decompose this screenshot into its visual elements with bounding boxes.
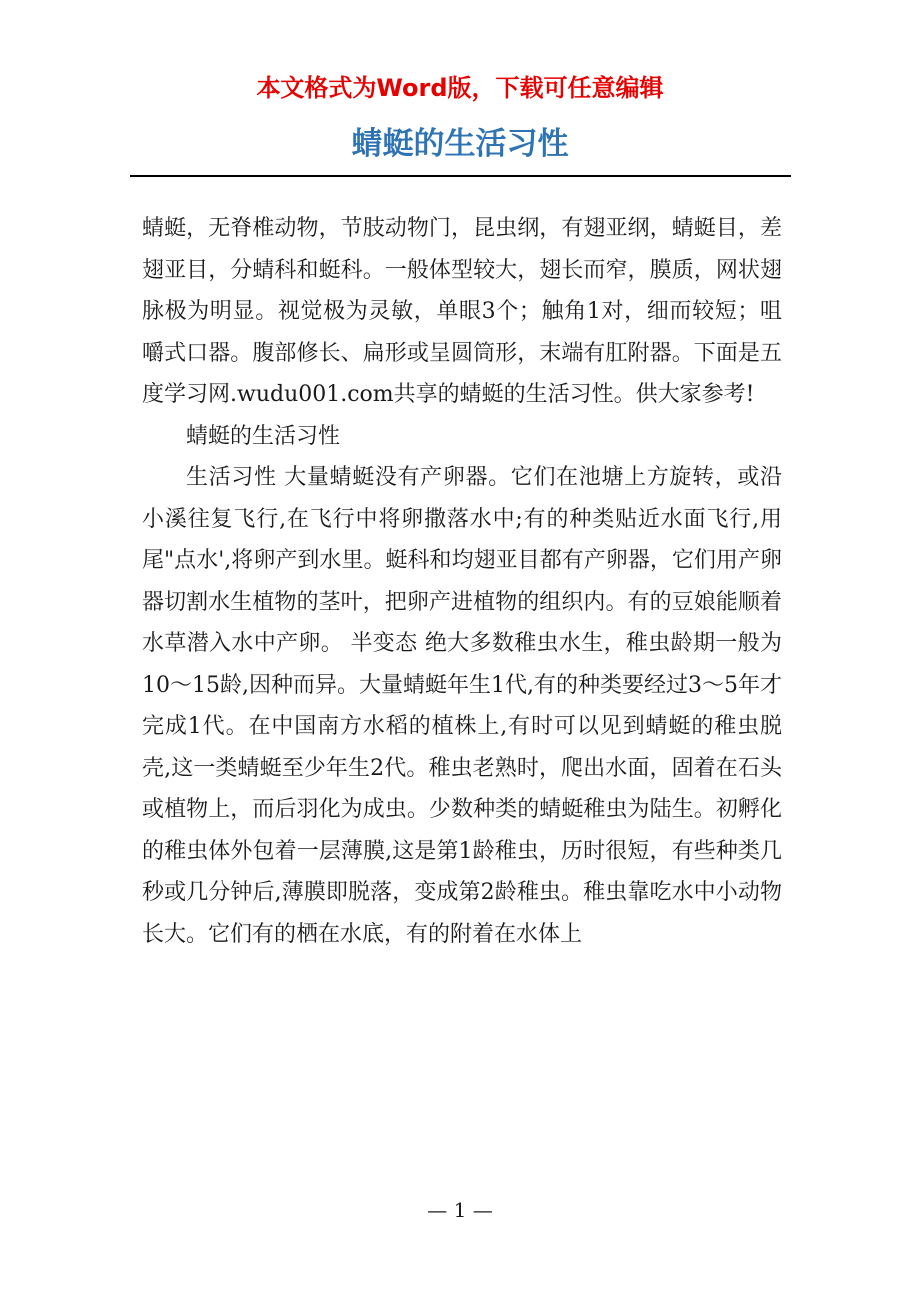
habits-paragraph: 生活习性 大量蜻蜓没有产卵器。它们在池塘上方旋转，或沿小溪往复飞行,在飞行中将卵撒落水中;有的种类贴近水面飞行,用尾"点水',将卵产到水里。蜓科和均翅亚目都有产卵器，它们用产卵器切割水生植物的茎叶，把卵产进植物的组织内。有的豆娘能顺着水草潜入水中产卵。 半变态 绝大多数稚虫水生，稚虫龄期一般为10～15龄,因种而异。大量蜻蜓年生1代,有的种类要经过3～5年才完成1代。在中国南方水稻的植株上,有时可以见到蜻蜓的稚虫脱壳,这一类蜻蜓至少年生2代。稚虫老熟时，爬出水面，固着在石头或植物上，而后羽化为成虫。少数种类的蜻蜓稚虫为陆生。初孵化的稚虫体外包着一层薄膜,这是第1龄稚虫，历时很短，有些种类几秒或几分钟后,薄膜即脱落，变成第2龄稚虫。稚虫靠吃水中小动物长大。它们有的栖在水底，有的附着在水体上 [142,465,782,947]
section-heading: 蜻蜓的生活习性 [186,423,341,449]
document-title: 蜻蜓的生活习性 [351,126,569,162]
page-number: — 1 — [427,1198,493,1222]
document-body [142,208,782,955]
format-notice: 本文格式为Word版，下载可任意编辑 [256,74,664,102]
title-divider [130,175,791,177]
intro-paragraph: 蜻蜓，无脊椎动物，节肢动物门，昆虫纲，有翅亚纲，蜻蜓目，差翅亚目，分蜻科和蜓科。一般体型较大，翅长而窄，膜质，网状翅脉极为明显。视觉极为灵敏，单眼3个；触角1对，细而较短；咀嚼式口器。腹部修长、扁形或呈圆筒形，末端有肛附器。下面是五度学习网.wudu001.com共享的蜻蜓的生活习性。供大家参考! [142,216,782,407]
